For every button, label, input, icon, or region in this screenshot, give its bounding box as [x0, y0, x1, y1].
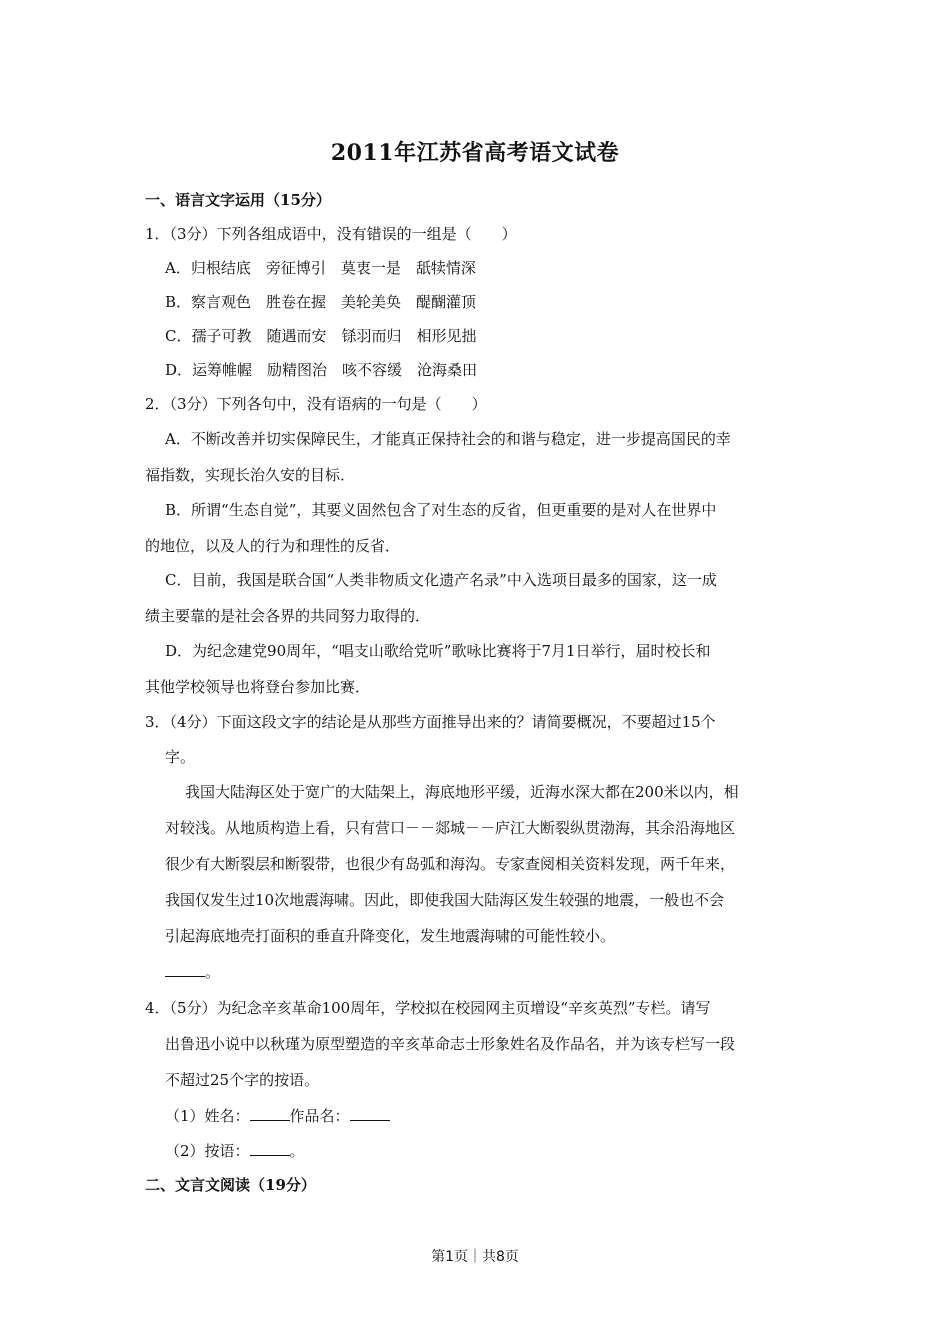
page-footer: 第1页｜共8页 [431, 1249, 519, 1265]
q4-work-blank [350, 1106, 390, 1121]
q4-stem-line1: 4．（5分）为纪念辛亥革命100周年，学校拟在校园网主页增设“辛亥英烈”专栏。请写 [145, 999, 711, 1017]
q4-stem-line3: 不超过25个字的按语。 [165, 1071, 320, 1089]
q4-note-blank [250, 1141, 290, 1156]
page-title: 2011年江苏省高考语文试卷 [330, 140, 620, 166]
q1-option-d: D．运筹帷幄 励精图治 咳不容缓 沧海桑田 [165, 361, 478, 379]
q4-work-label: 作品名： [289, 1107, 350, 1125]
q2-option-a-line2: 福指数，实现长治久安的目标． [145, 466, 356, 484]
q3-passage-line2: 对较浅。从地质构造上看，只有营口－－郯城－－庐江大断裂纵贯渤海，其余沿海地区 [165, 819, 736, 837]
q2-stem: 2．（3分）下列各句中，没有语病的一句是（ ） [145, 395, 487, 413]
q3-stem-line2: 字。 [165, 748, 196, 766]
q3-answer-blank [165, 962, 205, 977]
q2-option-d-line2: 其他学校领导也将登台参加比赛． [145, 678, 371, 696]
q3-answer-end: 。 [205, 963, 221, 981]
q2-option-b-line2: 的地位，以及人的行为和理性的反省． [145, 537, 401, 555]
q2-option-d-line1: D．为纪念建党90周年，“唱支山歌给党听”歌咏比赛将于7月1日举行，届时校长和 [165, 642, 711, 660]
q1-option-b: B．察言观色 胜卷在握 美轮美奂 醍醐灌顶 [165, 293, 477, 311]
q4-name-blank [250, 1106, 290, 1121]
q4-note-label: （2）按语： [165, 1142, 250, 1160]
section-heading-1: 一、语言文字运用（15分） [145, 191, 331, 209]
q3-passage-line4: 我国仅发生过10次地震海啸。因此，即使我国大陆海区发生较强的地震，一般也不会 [165, 891, 725, 909]
q3-passage-line3: 很少有大断裂层和断裂带，也很少有岛弧和海沟。专家查阅相关资料发现，两千年来， [165, 855, 736, 873]
q3-answer-line [165, 962, 220, 982]
q3-stem-line1: 3．（4分）下面这段文字的结论是从那些方面推导出来的？请简要概况，不要超过15个 [145, 713, 716, 731]
section-heading-2: 二、文言文阅读（19分） [145, 1176, 316, 1194]
q1-option-a: A．归根结底 旁征博引 莫衷一是 舐犊情深 [165, 259, 476, 277]
q3-passage-line1: 我国大陆海区处于宽广的大陆架上，海底地形平缓，近海水深大都在200米以内，相 [185, 783, 739, 801]
q1-option-c: C．孺子可教 随遇而安 铩羽而归 相形见拙 [165, 327, 477, 345]
q2-option-a-line1: A．不断改善并切实保障民生，才能真正保持社会的和谐与稳定，进一步提高国民的幸 [165, 430, 731, 448]
q4-sub1 [165, 1106, 390, 1126]
q4-name-label: （1）姓名： [165, 1107, 250, 1125]
q4-note-end: 。 [289, 1142, 305, 1160]
q3-passage-line5: 引起海底地壳打面积的垂直升降变化，发生地震海啸的可能性较小。 [165, 927, 616, 945]
q2-option-c-line1: C．目前，我国是联合国“人类非物质文化遗产名录”中入选项目最多的国家，这一成 [165, 571, 717, 589]
q1-stem: 1．（3分）下列各组成语中，没有错误的一组是（ ） [145, 225, 517, 243]
q2-option-c-line2: 绩主要靠的是社会各界的共同努力取得的． [145, 607, 431, 625]
q4-sub2 [165, 1141, 305, 1161]
q2-option-b-line1: B．所谓“生态自觉”，其要义固然包含了对生态的反省，但更重要的是对人在世界中 [165, 501, 717, 519]
q4-stem-line2: 出鲁迅小说中以秋瑾为原型塑造的辛亥革命志士形象姓名及作品名，并为该专栏写一段 [165, 1035, 736, 1053]
